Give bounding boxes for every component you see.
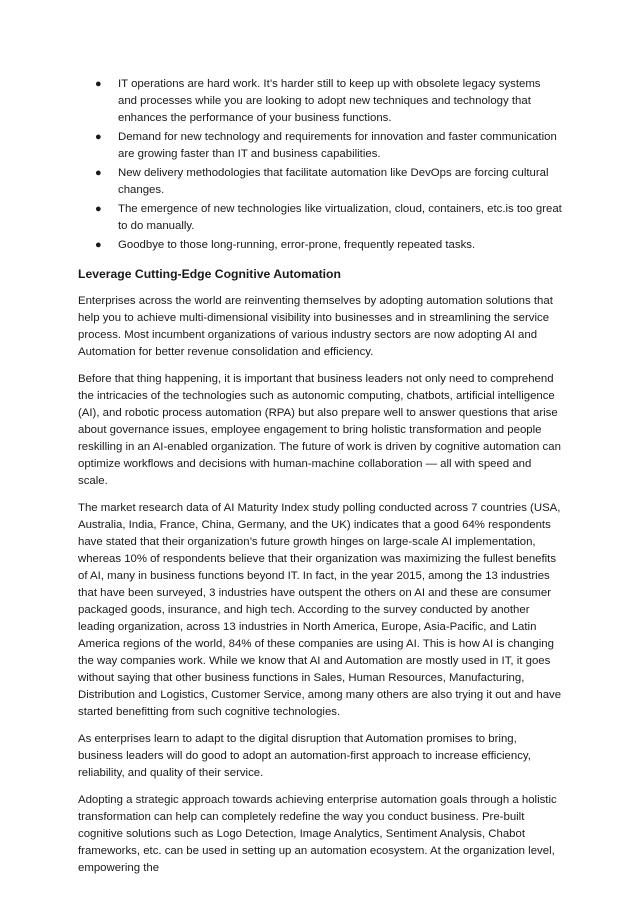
list-item-text: Goodbye to those long-running, error-prone, frequently repeated tasks. xyxy=(118,239,476,251)
paragraph-digital-disruption: As enterprises learn to adapt to the digital disruption that Automation promises to bring, business leaders will do good to adopt an automation-first approach to increase efficiency, reliability, and quality of their service. xyxy=(78,733,531,779)
list-item xyxy=(78,201,562,235)
paragraph-strategic-approach: Adopting a strategic approach towards achieving enterprise automation goals through a holistic transformation can help can completely redefine the way you conduct business. Pre-built cognitive solutions such as Logo Detection, Image Analytics, Sentiment Analysis, Chabot frameworks, etc. can be used in setting up an automation ecosystem. At the organization level, empowering the xyxy=(78,794,557,874)
bullet-icon: ● xyxy=(95,78,102,90)
bullet-icon: ● xyxy=(95,131,102,143)
paragraph-business-leaders: Before that thing happening, it is important that business leaders not only need to comprehend the intricacies of the technologies such as autonomic computing, chatbots, artificial intelligence (AI), and robotic process automation (RPA) but also prepare well to answer questions that arise about governance issues, employee engagement to bring holistic transformation and people reskilling in an AI-enabled organization. The future of work is driven by cognitive automation can optimize workflows and decisions with human-machine collaboration — all with speed and scale. xyxy=(78,373,561,487)
list-item xyxy=(78,76,562,127)
bullet-list xyxy=(78,76,562,254)
list-item xyxy=(78,165,562,199)
list-item-text: IT operations are hard work. It’s harder still to keep up with obsolete legacy systems and processes while you are looking to adopt new techniques and technology that enhances the performance of your business functions. xyxy=(118,78,541,124)
bullet-icon: ● xyxy=(95,167,102,179)
list-item xyxy=(78,129,562,163)
bullet-icon: ● xyxy=(95,203,102,215)
section-heading: Leverage Cutting-Edge Cognitive Automation xyxy=(78,267,341,281)
list-item xyxy=(78,237,562,254)
paragraph-intro: Enterprises across the world are reinventing themselves by adopting automation solutions that help you to achieve multi-dimensional visibility into businesses and in streamlining the service process. Most incumbent organizations of various industry sectors are now adopting AI and Automation for better revenue consolidation and efficiency. xyxy=(78,295,553,358)
bullet-icon: ● xyxy=(95,239,102,251)
paragraph-market-research: The market research data of AI Maturity Index study polling conducted across 7 countries (USA, Australia, India, France, China, Germany, and the UK) indicates that a good 64% respondents have stated that their organization’s future growth hinges on large-scale AI implementation, whereas 10% of respondents believe that their organization was maximizing the fullest benefits of AI, many in business functions beyond IT. In fact, in the year 2015, among the 13 industries that have been surveyed, 3 industries have outspent the others on AI and these are consumer packaged goods, insurance, and high tech. According to the survey conducted by another leading organization, across 13 industries in North America, Europe, Asia-Pacific, and Latin America regions of the world, 84% of these companies are using AI. This is how AI is changing the way companies work. While we know that AI and Automation are mostly used in IT, it goes without saying that other business functions in Sales, Human Resources, Manufacturing, Distribution and Logistics, Customer Service, among many others are also trying it out and have started benefitting from such cognitive technologies. xyxy=(78,502,562,718)
list-item-text: Demand for new technology and requirements for innovation and faster communication are growing faster than IT and business capabilities. xyxy=(118,131,557,160)
list-item-text: The emergence of new technologies like virtualization, cloud, containers, etc.is too great to do manually. xyxy=(118,203,562,232)
list-item-text: New delivery methodologies that facilitate automation like DevOps are forcing cultural changes. xyxy=(118,167,549,196)
